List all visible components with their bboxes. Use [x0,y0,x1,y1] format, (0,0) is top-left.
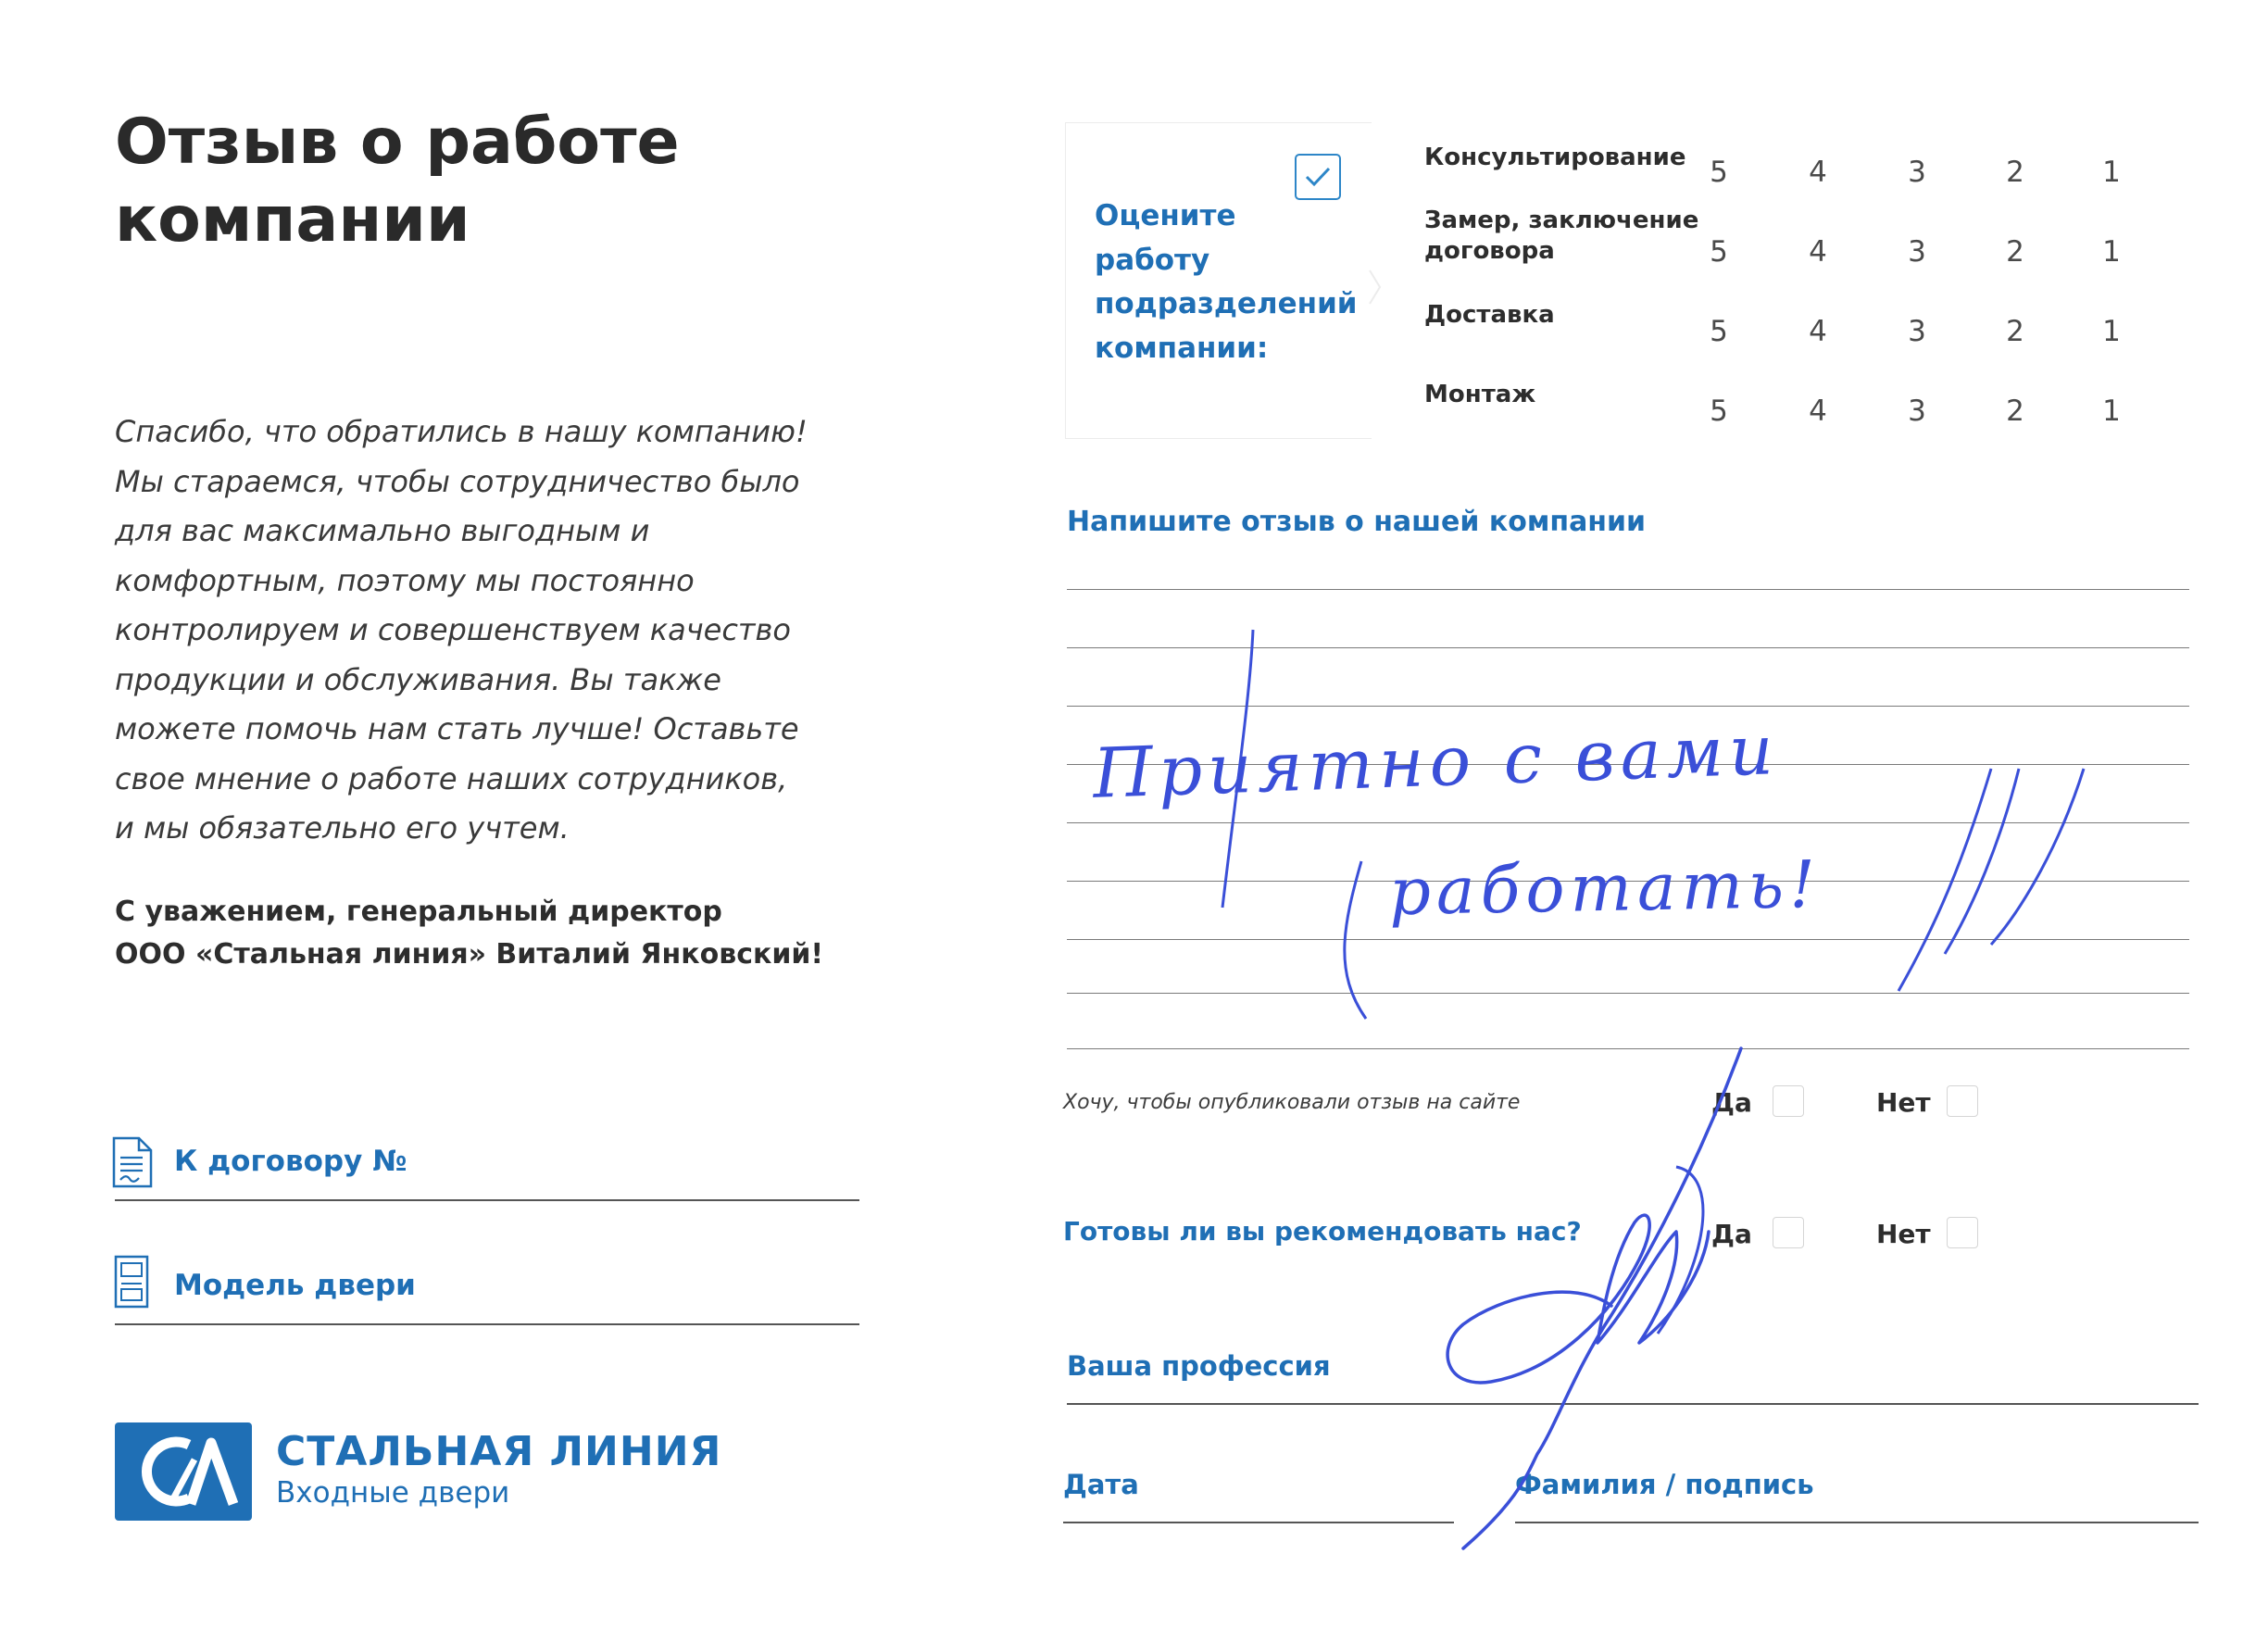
page-title-line-2: компании [115,183,470,257]
rating-option[interactable]: 1 [2102,395,2121,428]
signature-line-2: ООО «Стальная линия» Виталий Янковский! [115,938,824,971]
door-model-label: Модель двери [174,1269,416,1302]
rating-option[interactable]: 2 [2006,395,2024,428]
rating-option[interactable]: 5 [1710,315,1728,348]
publish-no-label: Нет [1876,1087,1931,1118]
intro-line: и мы обязательно его учтем. [115,810,570,846]
rating-option[interactable]: 1 [2102,235,2121,269]
rating-option[interactable]: 4 [1809,235,1827,269]
intro-line: продукции и обслуживания. Вы также [115,661,721,697]
checkmark-icon [1297,156,1338,197]
rating-option[interactable]: 3 [1908,235,1926,269]
date-label: Дата [1063,1469,1139,1500]
rating-option[interactable]: 5 [1710,395,1728,428]
rating-option[interactable]: 5 [1710,235,1728,269]
rating-option[interactable]: 4 [1809,156,1827,189]
rating-option[interactable]: 3 [1908,395,1926,428]
rating-option[interactable]: 5 [1710,156,1728,189]
door-icon [113,1254,150,1309]
recommend-yes-label: Да [1711,1219,1752,1249]
handwritten-review-line-2: работать! [1388,846,1822,931]
page-title-line-1: Отзыв о работе [115,106,680,179]
handwritten-review-line-1: Приятно с вами [1091,710,1780,814]
intro-line: Мы стараемся, чтобы сотрудничество было [115,463,800,499]
company-logo-subtitle: Входные двери [276,1476,510,1510]
intro-paragraph [115,407,837,854]
rating-card-line: компании: [1095,331,1269,365]
rating-row-label [1424,143,1686,173]
company-logo-icon [115,1422,252,1521]
review-line[interactable] [1067,589,2189,590]
rating-row-label-line: договора [1424,237,1555,265]
rating-card-line: работу [1095,243,1210,277]
intro-line: Спасибо, что обратились в нашу компанию! [115,414,808,449]
rating-option[interactable]: 4 [1809,395,1827,428]
rating-row-label [1424,380,1535,410]
recommend-no-checkbox[interactable] [1947,1217,1978,1248]
review-heading: Напишите отзыв о нашей компании [1067,506,1647,538]
intro-line: для вас максимально выгодным и [115,513,650,548]
profession-label: Ваша профессия [1067,1350,1331,1382]
rating-option[interactable]: 3 [1908,156,1926,189]
intro-line: комфортным, поэтому мы постоянно [115,562,695,598]
rating-row-label [1424,300,1555,331]
rating-checkbox[interactable] [1295,154,1341,200]
handwriting-strokes [1158,620,2139,1028]
intro-line: свое мнение о работе наших сотрудников, [115,760,788,796]
rating-row-label-line: Монтаж [1424,381,1536,408]
door-model-line[interactable] [115,1323,859,1325]
recommend-no-label: Нет [1876,1219,1931,1249]
page-title [115,104,680,259]
rating-option[interactable]: 4 [1809,315,1827,348]
rating-row-label [1424,206,1698,267]
signature-line-1: С уважением, генеральный директор [115,896,722,928]
director-signature-text [115,891,823,976]
recommend-question: Готовы ли вы рекомендовать нас? [1063,1216,1582,1247]
publish-no-checkbox[interactable] [1947,1085,1978,1117]
publish-question: Хочу, чтобы опубликовали отзыв на сайте [1063,1091,1521,1114]
contract-label: К договору № [174,1145,407,1178]
rating-card-line: подразделений [1095,287,1358,320]
rating-card-line: Оцените [1095,199,1236,232]
rating-row-label-line: Консультирование [1424,144,1686,171]
rating-option[interactable]: 1 [2102,315,2121,348]
rating-row-label-line: Замер, заключение [1424,207,1699,234]
rating-option[interactable]: 2 [2006,235,2024,269]
date-line[interactable] [1063,1522,1454,1523]
rating-option[interactable]: 2 [2006,156,2024,189]
handwritten-signature-icon [1426,1037,1815,1556]
rating-option[interactable]: 3 [1908,315,1926,348]
rating-option[interactable]: 2 [2006,315,2024,348]
rating-option[interactable]: 1 [2102,156,2121,189]
card-arrow-icon [1369,269,1382,306]
company-logo-name: СТАЛЬНАЯ ЛИНИЯ [276,1428,722,1475]
rating-card-text [1095,194,1358,370]
document-icon [111,1135,154,1189]
contract-line[interactable] [115,1199,859,1201]
publish-yes-label: Да [1711,1087,1752,1118]
rating-row-label-line: Доставка [1424,301,1555,329]
intro-line: контролируем и совершенствуем качество [115,612,791,647]
intro-line: можете помочь нам стать лучше! Оставьте [115,711,799,746]
name-signature-label: Фамилия / подпись [1515,1469,1814,1500]
